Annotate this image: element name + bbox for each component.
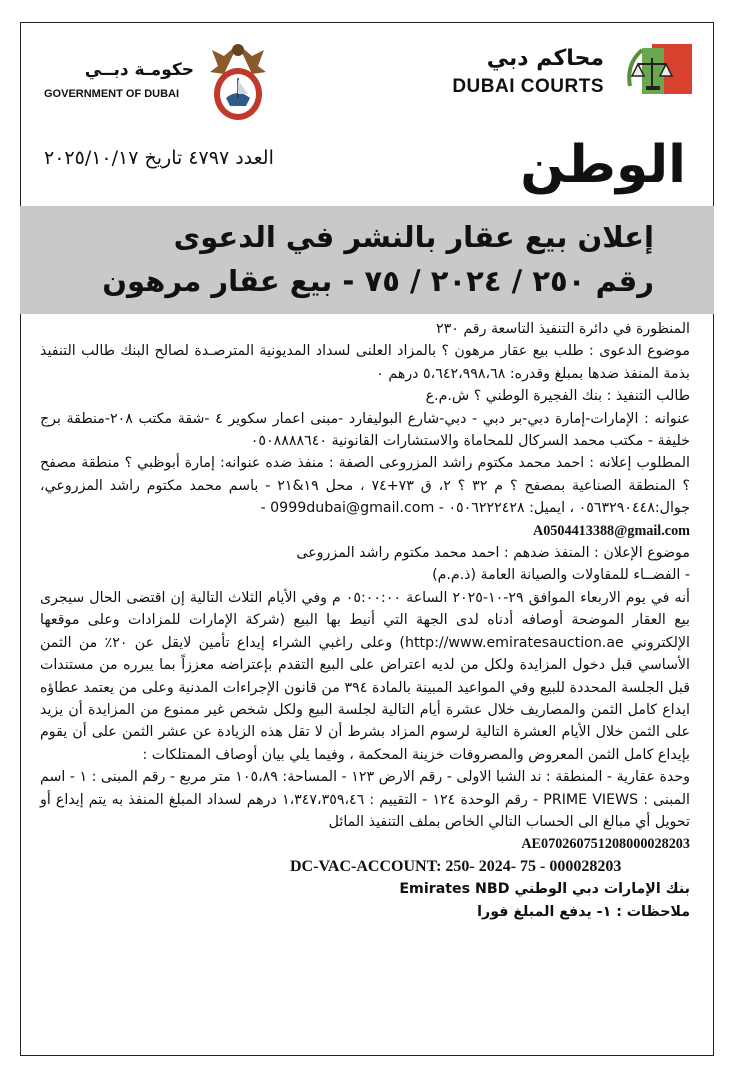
- respondent-details: المطلوب إعلانه : احمد محمد مكتوم راشد المزروعى الصفة : منفذ ضده عنوانه: إمارة أبوظبي ؟ منطقة مصفح ؟ المنطقة الصناعية بمصفح ؟ م ٣٢ ؟ ٢، ق ٧٣+٧٤ ، محل ١٩&٢١ - باسم محمد مكتوم راشد المزروعي، جوال:٠٥٦٣٢٩٠٤٤٨ ، ايميل: ٠٥٠٦٢٢٢٤٢٨ - 0999dubai@gmail.com -: [40, 455, 691, 517]
- newspaper-masthead: الوطن: [520, 135, 686, 195]
- announcement-body: [40, 318, 690, 923]
- announcement-title-line-2: رقم ٢٥٠ / ٢٠٢٤ / ٧٥ - بيع عقار مرهون: [102, 264, 654, 298]
- notes: ملاحظات : ١- يدفع المبلغ فورا: [477, 903, 690, 920]
- applicant-address: عنوانه : الإمارات-إمارة دبي-بر دبي - دبي-شارع البوليفارد -مبنى اعمار سكوير ٤ -شقة مكتب ٢٠٨-منطقة برج خليفة - مكتب محمد السركال للمحاماة والاستشارات القانونية ٠٥٠٨٨٨٨٦٤٠: [40, 410, 690, 450]
- government-of-dubai-logo: [44, 36, 274, 126]
- second-respondent: - الفضــاء للمقاولات والصيانة العامة (ذ.م.م): [432, 567, 690, 584]
- iban-number: AE070260751208000028203: [521, 836, 690, 853]
- courts-name-ar: محاكم دبي: [486, 46, 604, 71]
- auction-terms: أنه في يوم الاربعاء الموافق ٢٩-١٠-٢٠٢٥ الساعة ٠٥:٠٠:٠٠ م وفي الأيام الثلاث التالية إن اقتضى الحال سيجرى بيع العقار الموضحة أوصافه أدناه لدى الجهة التي أنيط بها البيع (شركة الإمارات للمزادات وعلى موقعها الإلكتروني http://www.emiratesauction.ae) وعلى راغبي الشراء إيداع تأمين لايقل عن ٢٠٪ من الثمن الأساسي قبل دخول المزايدة ولكل من لديه اعتراض على البيع التقدم بإعتراضه معززاً بما يبرره من مستندات قبل الجلسة المحددة للبيع وفي المواعيد المبينة بالمادة ٣٩٤ من قانون الإجراءات المدنية وعلى من يعتمد عطاؤه ايداع كامل الثمن والمصاريف خلال عشرة أيام التالية لجلسة البيع ولكل شخص غير ممنوع من المزايدة أن يزيد على الثمن خلال الأيام العشرة التالية لرسوم المزاد بشرط أن لا تقل هذه الزيادة عن عشر الثمن على أن يقوم بإيداع كامل الثمن المعروض والمصروفات خزينة المحكمة ، وفيما يلي بيان أوصاف الممتلكات :: [40, 589, 690, 763]
- dubai-emblem-icon: [202, 36, 274, 124]
- scales-of-justice-icon: [622, 40, 694, 104]
- account-number: DC-VAC-ACCOUNT: 250- 2024- 75 - 000028203: [290, 857, 622, 875]
- bank-name: بنك الإمارات دبي الوطني Emirates NBD: [399, 881, 690, 898]
- announcement-title-banner: [20, 206, 714, 314]
- enforcement-applicant: طالب التنفيذ : بنك الفجيرة الوطني ؟ ش.م.ع: [425, 388, 690, 405]
- dubai-courts-logo: [404, 40, 694, 110]
- property-description: وحدة عقارية - المنطقة : ند الشبا الاولى - رقم الارض ١٢٣ - المساحة: ١٠٥،٨٩ متر مربع - رقم المبنى : ١ - اسم المبنى : PRIME VIEWS - رقم الوحدة ١٢٤ - التقييم : ١،٣٤٧،٣٥٩،٤٦ درهم لسداد المبلغ المنفذ به يتم إيداع أو تحويل أي مبالغ الى الحساب التالي الخاص بملف التنفيذ المائل: [40, 769, 691, 830]
- notice-subject: موضوع الإعلان : المنفذ ضدهم : احمد محمد مكتوم راشد المزروعى: [296, 545, 690, 562]
- court-circuit: المنظورة في دائرة التنفيذ التاسعة رقم ٢٣٠: [435, 321, 690, 337]
- government-name-en: GOVERNMENT OF DUBAI: [44, 88, 180, 100]
- issue-and-date: العدد ٤٧٩٧ تاريخ ٢٠٢٥/١٠/١٧: [44, 147, 274, 169]
- case-subject: موضوع الدعوى : طلب بيع عقار مرهون ؟ بالمزاد العلنى لسداد المديونية المترصـدة لصالح البنك طالب التنفيذ بذمة المنفذ ضدها بمبلغ وقدره: ٥،٦٤٢،٩٩٨،٦٨ درهم ٠: [40, 343, 690, 382]
- courts-name-en: DUBAI COURTS: [452, 76, 604, 97]
- announcement-title-line-1: إعلان بيع عقار بالنشر في الدعوى: [173, 220, 654, 254]
- government-name-ar: حكومـة دبــي: [84, 60, 194, 80]
- respondent-email: A0504413388@gmail.com: [532, 522, 690, 539]
